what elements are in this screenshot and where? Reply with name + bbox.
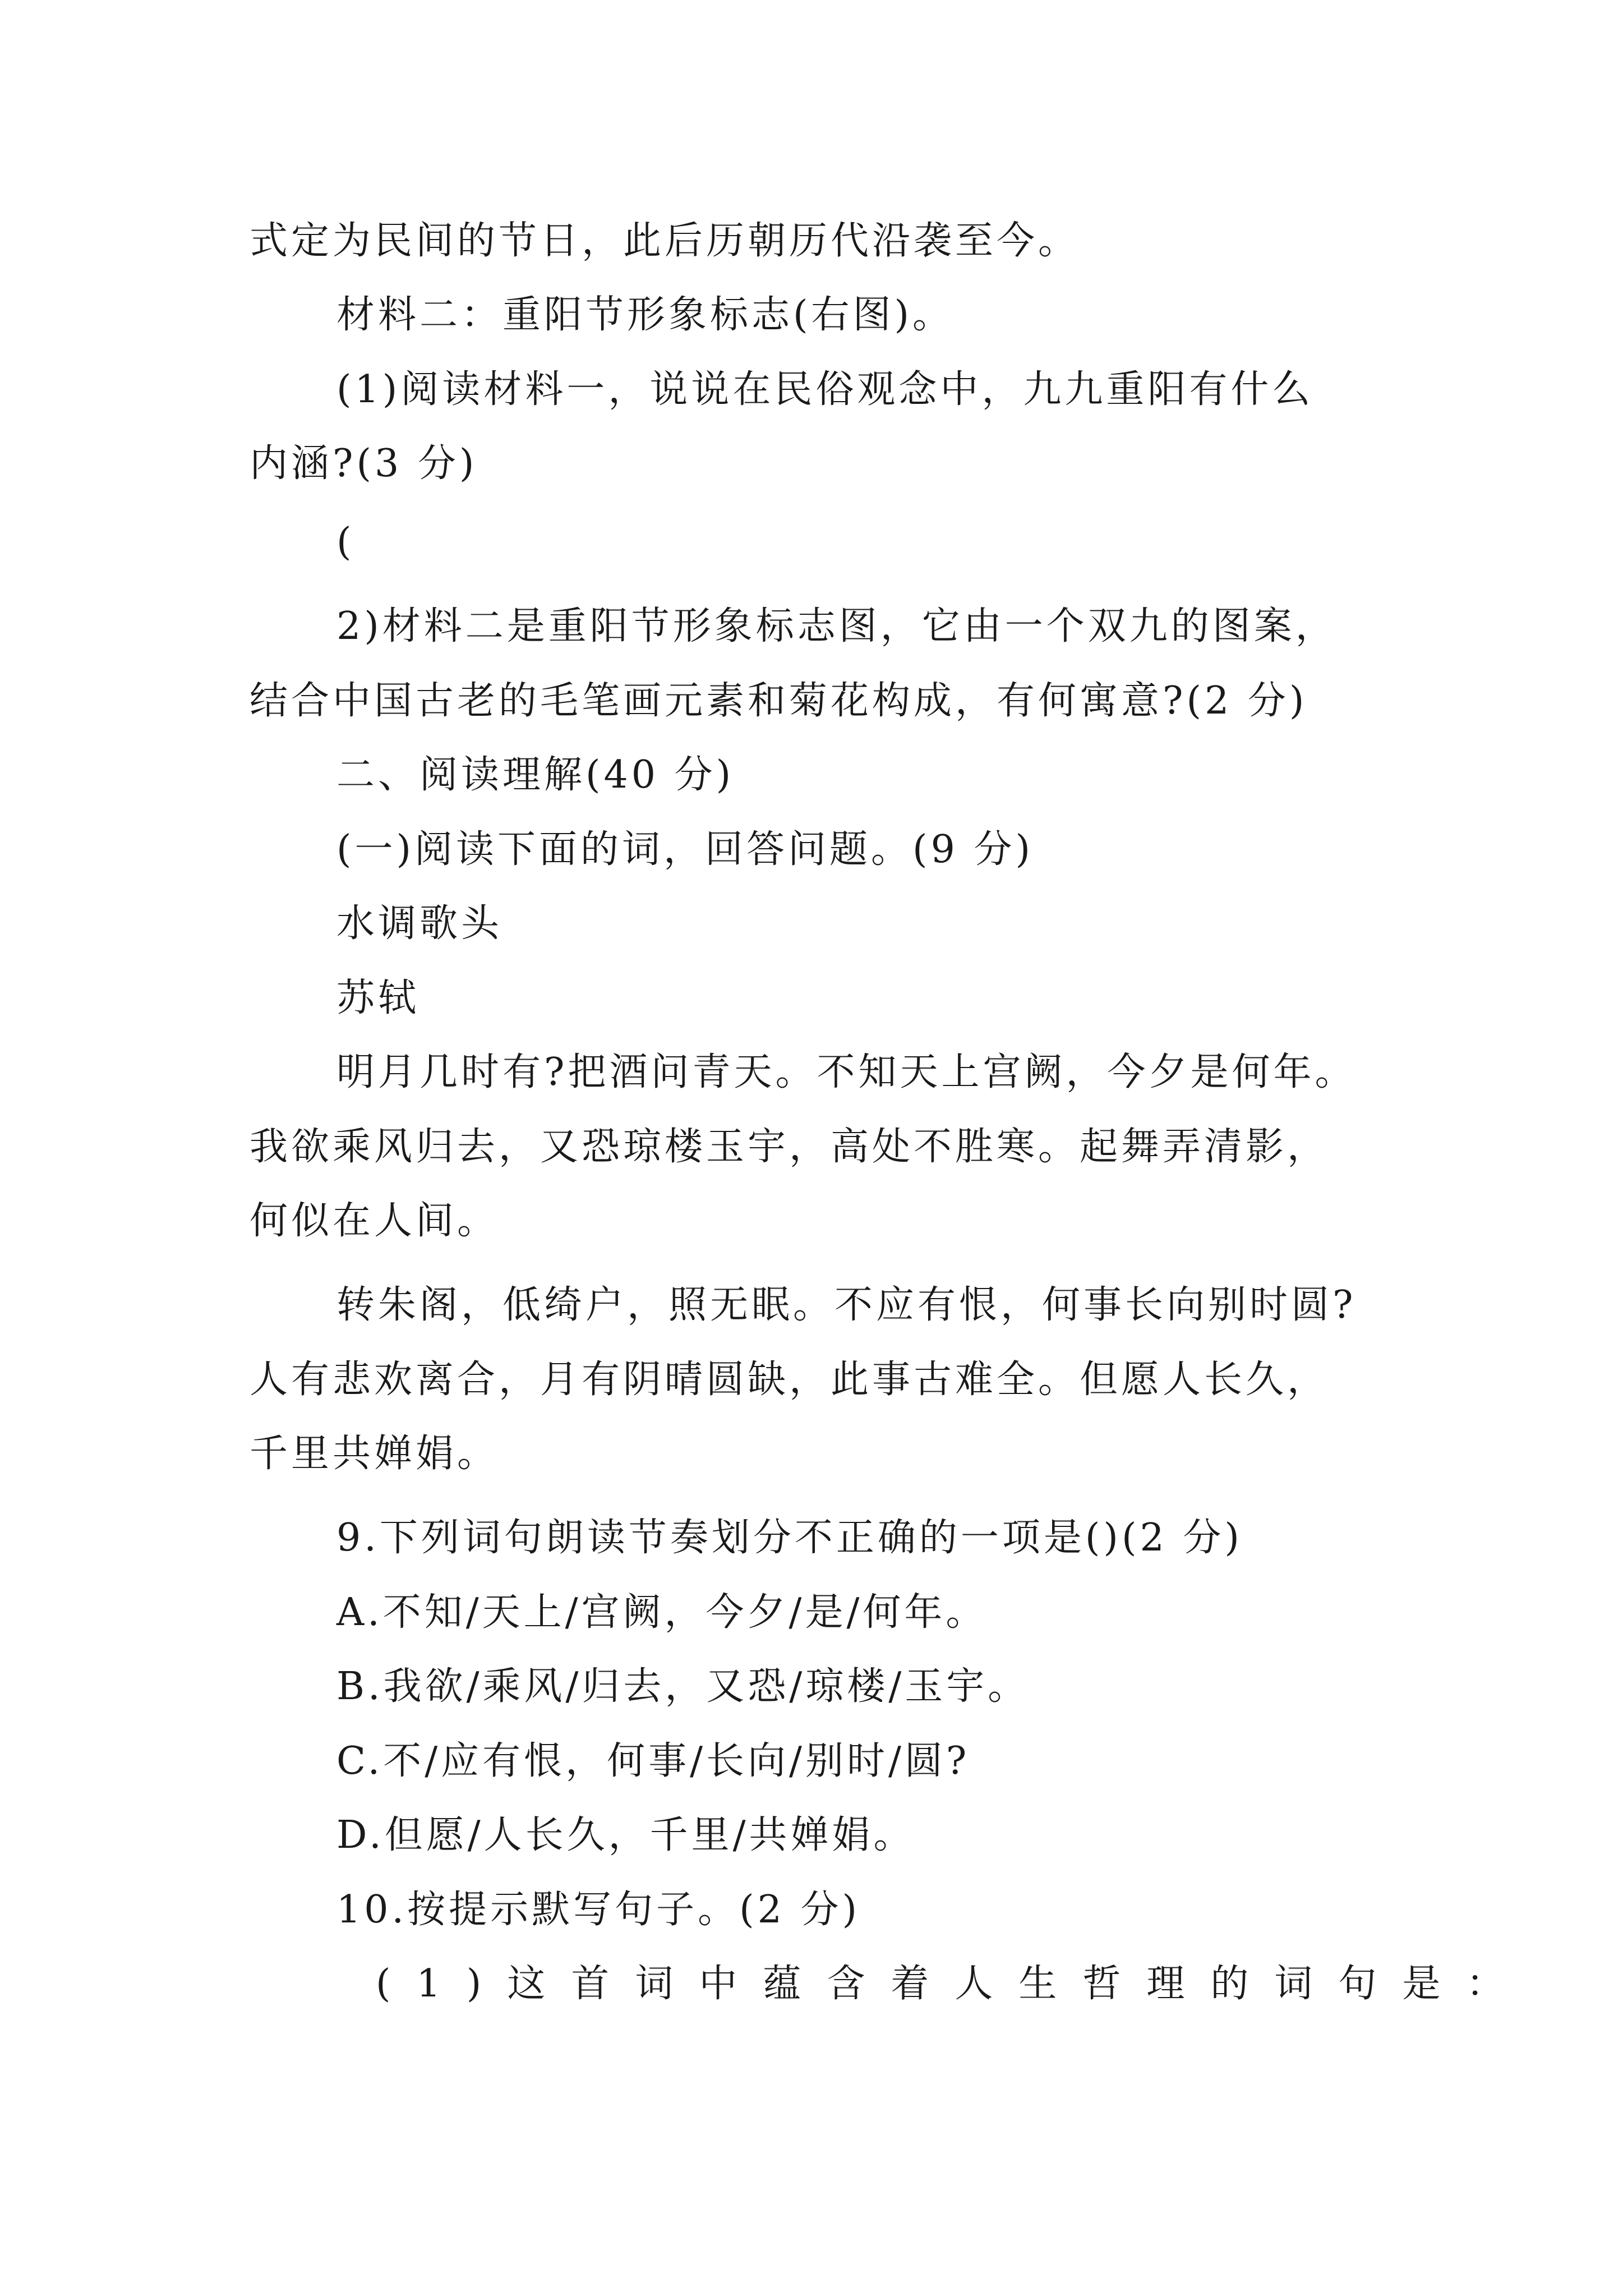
option-a: A.不知/天上/宫阙，今夕/是/何年。 — [336, 1590, 988, 1635]
text-line-q2-part2: 结合中国古老的毛笔画元素和菊花构成，有何寓意?(2 分) — [250, 679, 1308, 723]
option-c: C.不/应有恨，何事/长向/别时/圆? — [336, 1739, 970, 1783]
text-line-paren: ( — [336, 520, 355, 564]
poem-author: 苏轼 — [336, 976, 420, 1020]
subsection-heading: (一)阅读下面的词，回答问题。(9 分) — [336, 827, 1034, 872]
option-b: B.我欲/乘风/归去，又恐/琼楼/玉宇。 — [336, 1664, 1030, 1709]
text-line-material1-end: 式定为民间的节日，此后历朝历代沿袭至今。 — [250, 219, 1080, 263]
poem-line-6: 千里共婵娟。 — [250, 1432, 499, 1476]
poem-line-3: 何似在人间。 — [250, 1199, 499, 1243]
section-heading-reading: 二、阅读理解(40 分) — [336, 753, 735, 797]
text-line-q2-part1: 2)材料二是重阳节形象标志图，它由一个双九的图案， — [336, 604, 1337, 648]
poem-line-1: 明月几时有?把酒问青天。不知天上宫阙，今夕是何年。 — [336, 1050, 1357, 1094]
poem-line-4: 转朱阁，低绮户，照无眠。不应有恨，何事长向别时圆? — [336, 1283, 1357, 1327]
poem-line-2: 我欲乘风归去，又恐琼楼玉宇，高处不胜寒。起舞弄清影， — [250, 1125, 1329, 1169]
question-9: 9.下列词句朗读节奏划分不正确的一项是()(2 分) — [336, 1516, 1243, 1560]
question-10-part1: (1)这首词中蕴含着人生哲理的词句是： — [376, 1962, 1530, 2006]
text-line-q1-part1: (1)阅读材料一，说说在民俗观念中，九九重阳有什么 — [336, 367, 1314, 412]
poem-title: 水调歌头 — [336, 901, 503, 946]
question-10: 10.按提示默写句子。(2 分) — [336, 1888, 861, 1932]
poem-line-5: 人有悲欢离合，月有阴晴圆缺，此事古难全。但愿人长久， — [250, 1358, 1329, 1402]
text-line-material2: 材料二：重阳节形象标志(右图)。 — [336, 293, 955, 337]
text-line-q1-part2: 内涵?(3 分) — [250, 441, 478, 486]
option-d: D.但愿/人长久，千里/共婵娟。 — [336, 1813, 915, 1857]
